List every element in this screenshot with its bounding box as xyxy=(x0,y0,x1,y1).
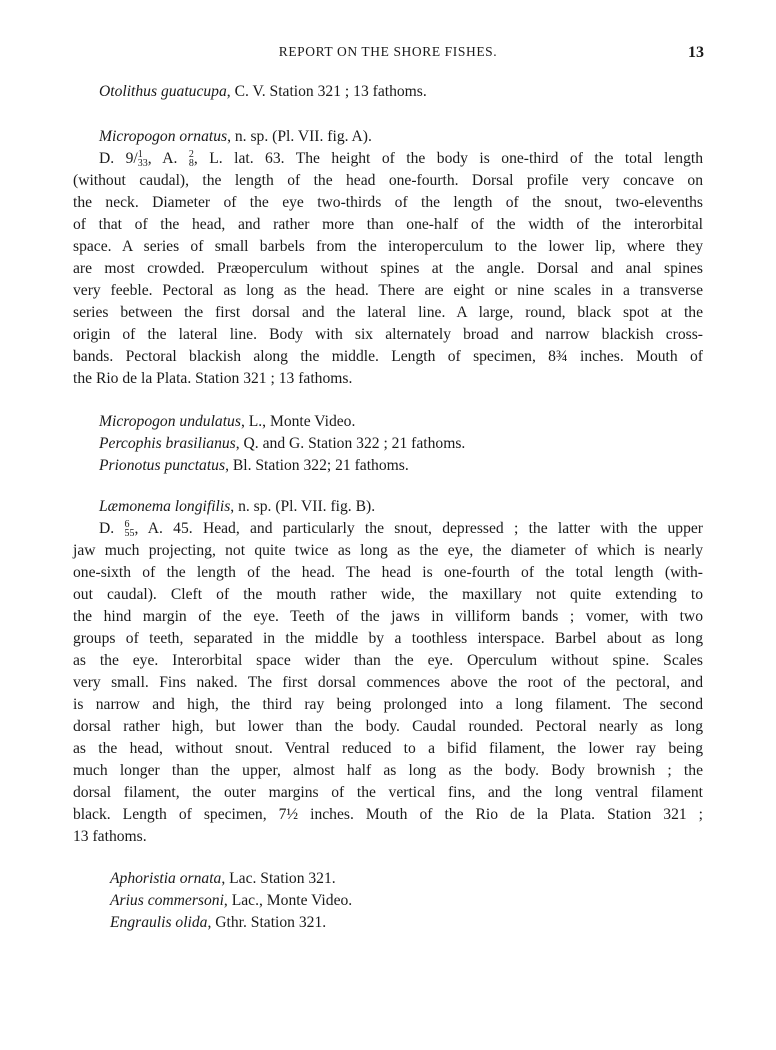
species-details: , n. sp. (Pl. VII. fig. B). xyxy=(230,498,376,515)
species-name: Læmonema longifilis xyxy=(99,498,231,515)
fraction: 6 55 xyxy=(124,519,135,540)
page-header xyxy=(0,44,776,66)
fraction: 1 33 xyxy=(137,149,148,170)
description-first-line: D. 6 55 , A. 45. Head, and particularly the snout, depressed ; the latter with the upper xyxy=(99,519,704,540)
text-line: very feeble. Pectoral as long as the head. There are eight or nine scales in a transverse xyxy=(73,282,703,299)
text-line: as the eye. Interorbital space wider than the eye. Operculum without spine. Scales xyxy=(73,652,703,669)
description-first-line: D. 9/ 1 33 , A. 2 8 , L. lat. 63. The height of the body is one-third of the total length xyxy=(99,149,703,170)
text-line: are most crowded. Præoperculum without spines at the angle. Dorsal and anal spines xyxy=(73,260,703,277)
text-line: origin of the lateral line. Body with six alternately broad and narrow blackish cross- xyxy=(73,326,703,343)
text-line: very small. Fins naked. The first dorsal commences above the root of the pectoral, and xyxy=(73,674,703,691)
species-name: Micropogon undulatus xyxy=(99,413,241,430)
species-heading-micropogon-ornatus xyxy=(99,126,372,148)
species-entry-otolithus xyxy=(99,81,427,103)
text-line: series between the first dorsal and the lateral line. A large, round, black spot at the xyxy=(73,304,703,321)
species-details: , C. V. Station 321 ; 13 fathoms. xyxy=(226,83,427,100)
fraction: 2 8 xyxy=(188,149,194,170)
text-line: 13 fathoms. xyxy=(73,828,147,845)
species-entry: Aphoristia ornata, Lac. Station 321. xyxy=(110,870,336,887)
text-line: dorsal rather high, but lower than the body. Caudal rounded. Pectoral nearly as long xyxy=(73,718,703,735)
species-name: Percophis brasilianus xyxy=(99,435,236,452)
species-entry: Prionotus punctatus, Bl. Station 322; 21 fathoms. xyxy=(99,457,409,474)
running-title: REPORT ON THE SHORE FISHES. xyxy=(278,44,498,59)
text-line: the Rio de la Plata. Station 321 ; 13 fathoms. xyxy=(73,370,353,387)
species-name: Aphoristia ornata xyxy=(110,870,222,887)
text-line: is narrow and high, the third ray being prolonged into a long filament. The second xyxy=(73,696,703,713)
text-line: jaw much projecting, not quite twice as long as the eye, the diameter of which is nearly xyxy=(73,542,703,559)
species-entry: Percophis brasilianus, Q. and G. Station 322 ; 21 fathoms. xyxy=(99,435,466,452)
species-entry: Arius commersoni, Lac., Monte Video. xyxy=(110,892,353,909)
species-entry: Engraulis olida, Gthr. Station 321. xyxy=(110,914,327,931)
text-line: much longer than the upper, almost half as long as the body. Body brownish ; the xyxy=(73,762,703,779)
text-line: dorsal filament, the outer margins of the vertical fins, and the long ventral filament xyxy=(73,784,703,801)
species-entry: Micropogon undulatus, L., Monte Video. xyxy=(99,413,356,430)
text-line: space. A series of small barbels from the interoperculum to the lower lip, where they xyxy=(73,238,703,255)
text-line: (without caudal), the length of the head one-fourth. Dorsal profile very concave on xyxy=(73,172,703,189)
text-line: the neck. Diameter of the eye two-thirds of the length of the snout, two-elevenths xyxy=(73,194,703,211)
text-line: the hind margin of the eye. Teeth of the jaws in villiform bands ; vomer, with two xyxy=(73,608,703,625)
text-line: black. Length of specimen, 7½ inches. Mouth of the Rio de la Plata. Station 321 ; xyxy=(73,806,703,823)
species-heading-laemonema-longifilis xyxy=(99,496,375,518)
species-name: Arius commersoni xyxy=(110,892,224,909)
species-name: Micropogon ornatus xyxy=(99,128,228,145)
text-line: of that of the head, and rather more than one-half of the width of the interorbital xyxy=(73,216,703,233)
text-line: out caudal). Cleft of the mouth rather wide, the maxillary not quite extending to xyxy=(73,586,703,603)
species-name: Engraulis olida xyxy=(110,914,208,931)
species-name: Otolithus guatucupa xyxy=(99,83,227,100)
text-line: as the head, without snout. Ventral reduced to a bifid filament, the lower ray being xyxy=(73,740,703,757)
species-details: , n. sp. (Pl. VII. fig. A). xyxy=(227,128,372,145)
text-line: groups of teeth, separated in the middle by a toothless interspace. Barbel about as long xyxy=(73,630,703,647)
page-number: 13 xyxy=(688,44,704,61)
species-name: Prionotus punctatus xyxy=(99,457,226,474)
text-line: one-sixth of the length of the head. The head is one-fourth of the total length (with- xyxy=(73,564,703,581)
text-line: bands. Pectoral blackish along the middle. Length of specimen, 8¾ inches. Mouth of xyxy=(73,348,703,365)
